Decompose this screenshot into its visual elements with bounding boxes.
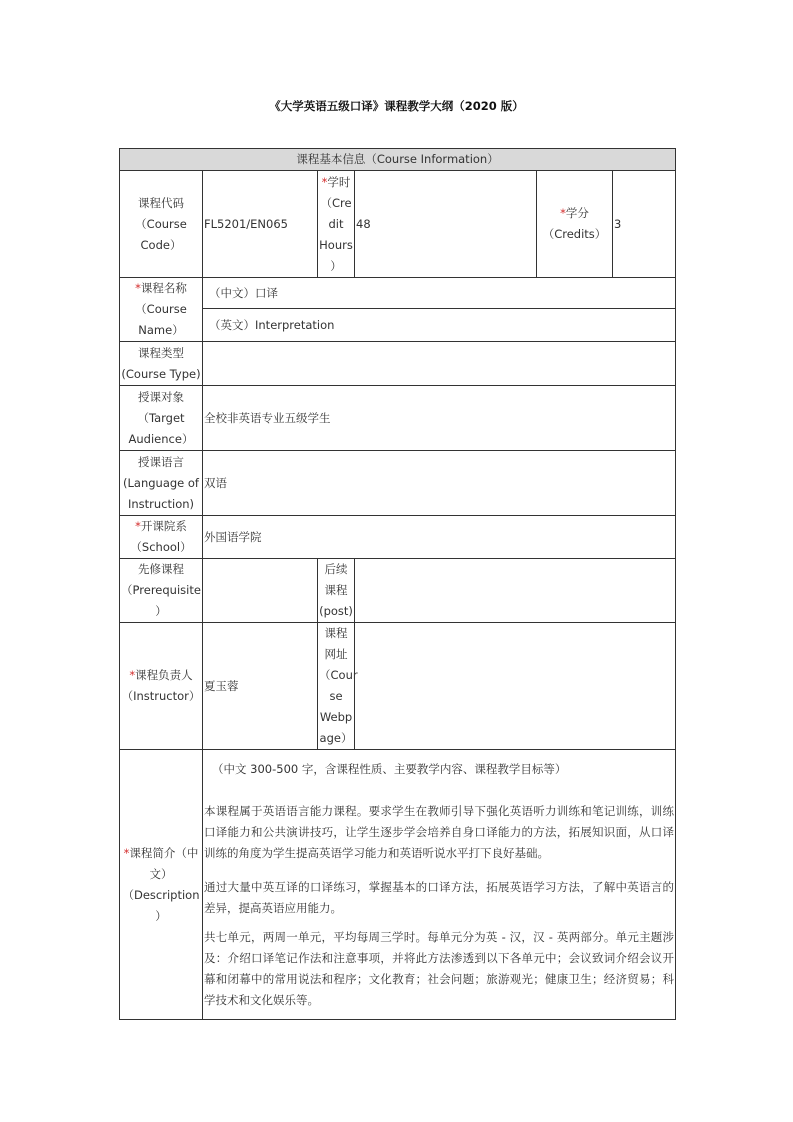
language-label: 授课语言 (Language of Instruction) — [120, 451, 203, 516]
instructor-value: 夏玉蓉 — [203, 623, 318, 750]
course-name-row-en — [120, 309, 676, 342]
credits-label: *学分 （Credits） — [537, 171, 613, 278]
credit-hours-label: *学时 （Cre dit Hours ） — [318, 171, 355, 278]
course-type-value — [203, 342, 676, 386]
school-value: 外国语学院 — [203, 516, 676, 559]
prerequisite-row — [120, 559, 676, 623]
prerequisite-value — [203, 559, 318, 623]
course-name-label: *课程名称 （Course Name） — [120, 278, 203, 342]
header-row — [120, 149, 676, 171]
course-info-table — [119, 148, 676, 1020]
school-row — [120, 516, 676, 559]
course-code-value: FL5201/EN065 — [203, 171, 318, 278]
course-type-label: 课程类型 (Course Type) — [120, 342, 203, 386]
instructor-row — [120, 623, 676, 750]
course-type-row — [120, 342, 676, 386]
description-hint: （中文 300-500 字，含课程性质、主要教学内容、课程教学目标等） — [212, 761, 567, 776]
description-row — [120, 750, 676, 1020]
description-paragraph: 通过大量中英互译的口译练习，掌握基本的口译方法，拓展英语学习方法，了解中英语言的差异，提高英语应用能力。 — [204, 879, 675, 915]
course-name-cn-value: （中文）口译 — [203, 278, 676, 309]
description-label: *课程简介（中 文） （Description ） — [120, 750, 203, 1020]
school-label: *开课院系 （School） — [120, 516, 203, 559]
webpage-value — [355, 623, 676, 750]
prerequisite-label: 先修课程 （Prerequisite ） — [120, 559, 203, 623]
description-paragraph: 共七单元，两周一单元，平均每周三学时。每单元分为英 - 汉，汉 - 英两部分。单元主题涉及：介绍口译笔记作法和注意事项，并将此方法渗透到以下各单元中；会议致词介绍会议开幕和闭幕中的常用说法和程序；文化教育；社会问题；旅游观光；健康卫生；经济贸易；科学技术和文化娱乐等。 — [204, 929, 675, 1007]
table-header: 课程基本信息（Course Information） — [120, 149, 676, 171]
target-audience-label: 授课对象 （Target Audience） — [120, 386, 203, 451]
post-course-label: 后续 课程 (post) — [318, 559, 355, 623]
course-name-en-value: （英文）Interpretation — [203, 309, 676, 342]
language-row — [120, 451, 676, 516]
instructor-label: *课程负责人 （Instructor） — [120, 623, 203, 750]
credit-hours-value: 48 — [355, 171, 537, 278]
document-title: 《大学英语五级口译》课程教学大纲（2020 版） — [269, 99, 524, 113]
course-name-row-cn — [120, 278, 676, 309]
credits-value: 3 — [613, 171, 676, 278]
webpage-label: 课程 网址 （Cour se Webp age） — [318, 623, 355, 750]
post-course-value — [355, 559, 676, 623]
course-code-row — [120, 171, 676, 278]
language-value: 双语 — [203, 451, 676, 516]
description-content — [203, 750, 676, 1020]
description-paragraph: 本课程属于英语语言能力课程。要求学生在教师引导下强化英语听力训练和笔记训练，训练口译能力和公共演讲技巧，让学生逐步学会培养自身口译能力的方法，拓展知识面，从口译训练的角度为学生提高英语学习能力和英语听说水平打下良好基础。 — [204, 803, 675, 860]
course-code-label: 课程代码 （Course Code） — [120, 171, 203, 278]
target-audience-value: 全校非英语专业五级学生 — [203, 386, 676, 451]
target-audience-row — [120, 386, 676, 451]
